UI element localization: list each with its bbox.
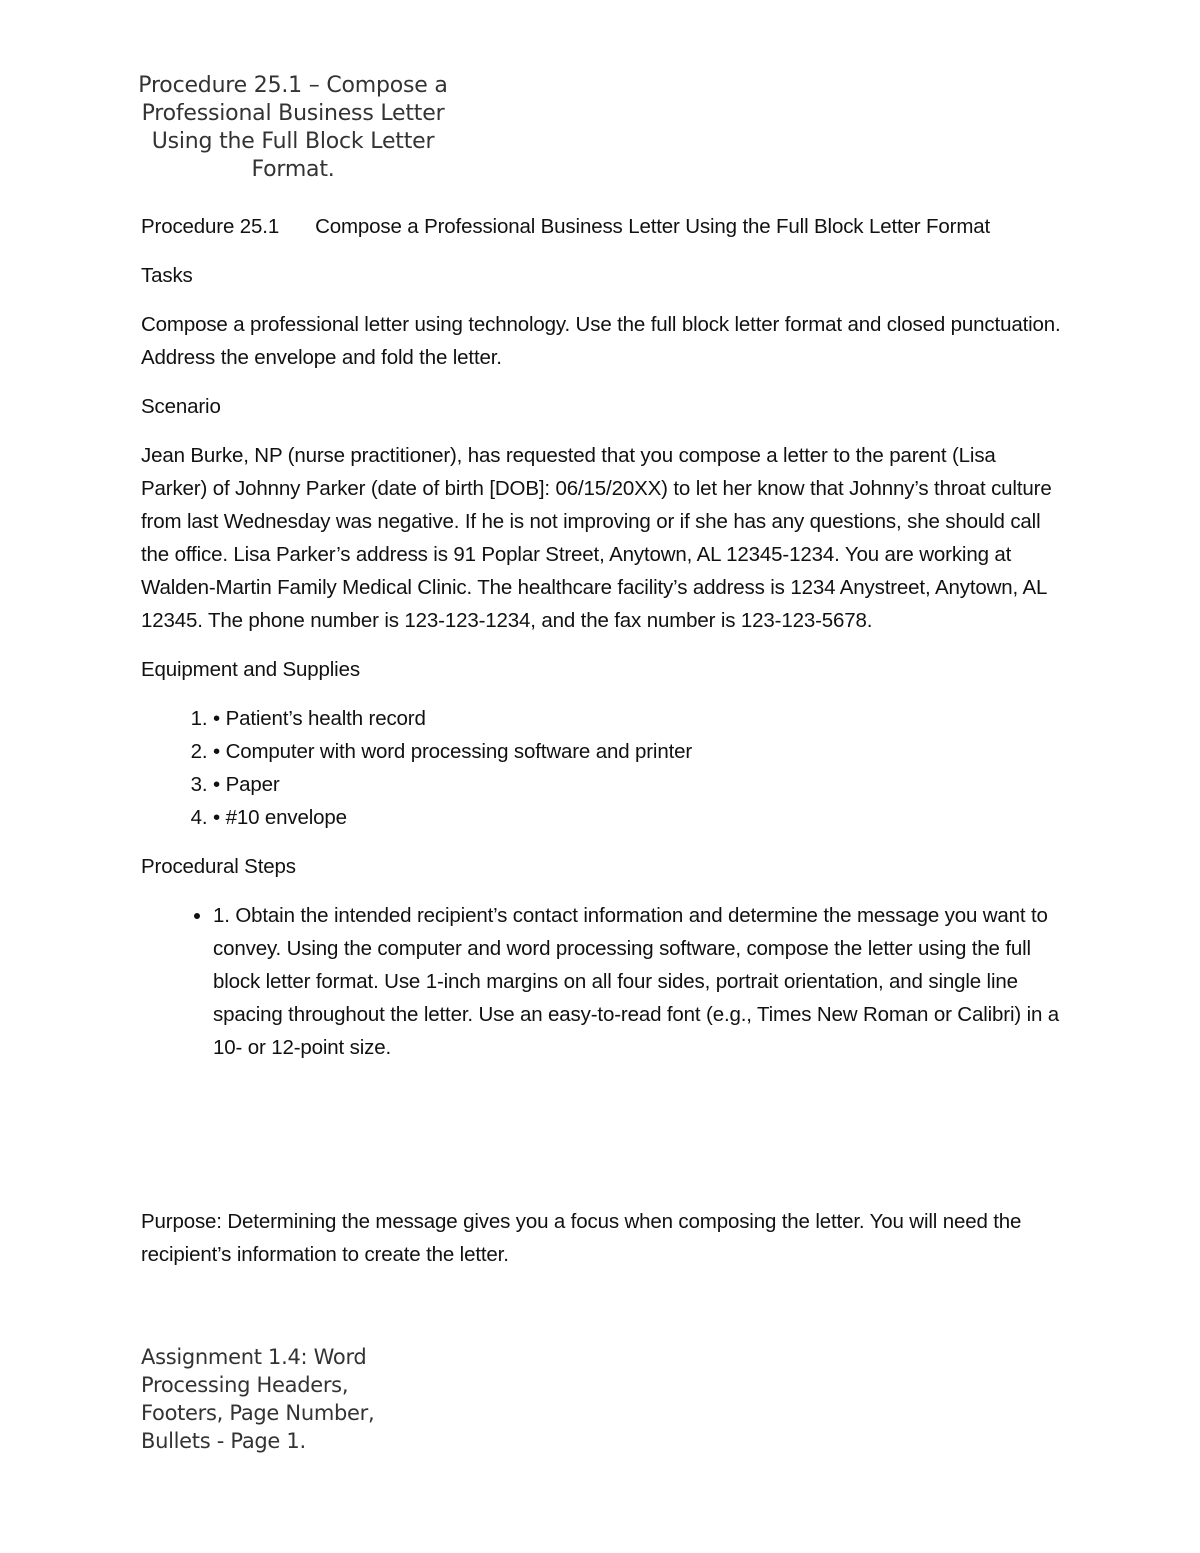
- tasks-heading: Tasks: [141, 264, 193, 287]
- scenario-heading: Scenario: [141, 395, 221, 418]
- steps-heading: Procedural Steps: [141, 855, 296, 878]
- steps-list: [141, 899, 1061, 1064]
- list-item: • 1. Obtain the intended recipient’s contact information and determine the message you want to convey. Using the computer and word processing software, compose the letter using the full block letter format. Use 1-inch margins on all four sides, portrait orientation, and single line spacing throughout the letter. Use an easy-to-read font (e.g., Times New Roman or Calibri) in a 10- or 12-point size.: [213, 899, 1061, 1064]
- purpose-text: Purpose: Determining the message gives you a focus when composing the letter. You will need the recipient’s information to create the letter.: [141, 1210, 1022, 1266]
- equipment-heading: Equipment and Supplies: [141, 658, 360, 681]
- procedure-number: Procedure 25.1: [141, 215, 280, 238]
- equipment-list: [141, 702, 1061, 834]
- document-header: Procedure 25.1 – Compose a Professional Business Letter Using the Full Block Letter Format.: [138, 73, 448, 182]
- procedure-heading: [141, 210, 1061, 243]
- list-item: 4. • #10 envelope: [213, 801, 1061, 834]
- document-footer: Assignment 1.4: Word Processing Headers, Footers, Page Number, Bullets - Page 1.: [141, 1345, 375, 1453]
- procedure-title: Compose a Professional Business Letter Using the Full Block Letter Format: [315, 215, 991, 238]
- list-item: 3. • Paper: [213, 768, 1061, 801]
- scenario-text: Jean Burke, NP (nurse practitioner), has requested that you compose a letter to the parent (Lisa Parker) of Johnny Parker (date of birth [DOB]: 06/15/20XX) to let her know that Johnny’s throat culture from last Wednesday was negative. If he is not improving or if she has any questions, she should call the office. Lisa Parker’s address is 91 Poplar Street, Anytown, AL 12345-1234. You are working at Walden-Martin Family Medical Clinic. The healthcare facility’s address is 1234 Anystreet, Anytown, AL 12345. The phone number is 123-123-1234, and the fax number is 123-123-5678.: [141, 444, 1052, 632]
- document-body: [141, 210, 1061, 1064]
- list-item: 2. • Computer with word processing software and printer: [213, 735, 1061, 768]
- list-item: 1. • Patient’s health record: [213, 702, 1061, 735]
- tasks-text: Compose a professional letter using technology. Use the full block letter format and closed punctuation. Address the envelope and fold the letter.: [141, 313, 1061, 369]
